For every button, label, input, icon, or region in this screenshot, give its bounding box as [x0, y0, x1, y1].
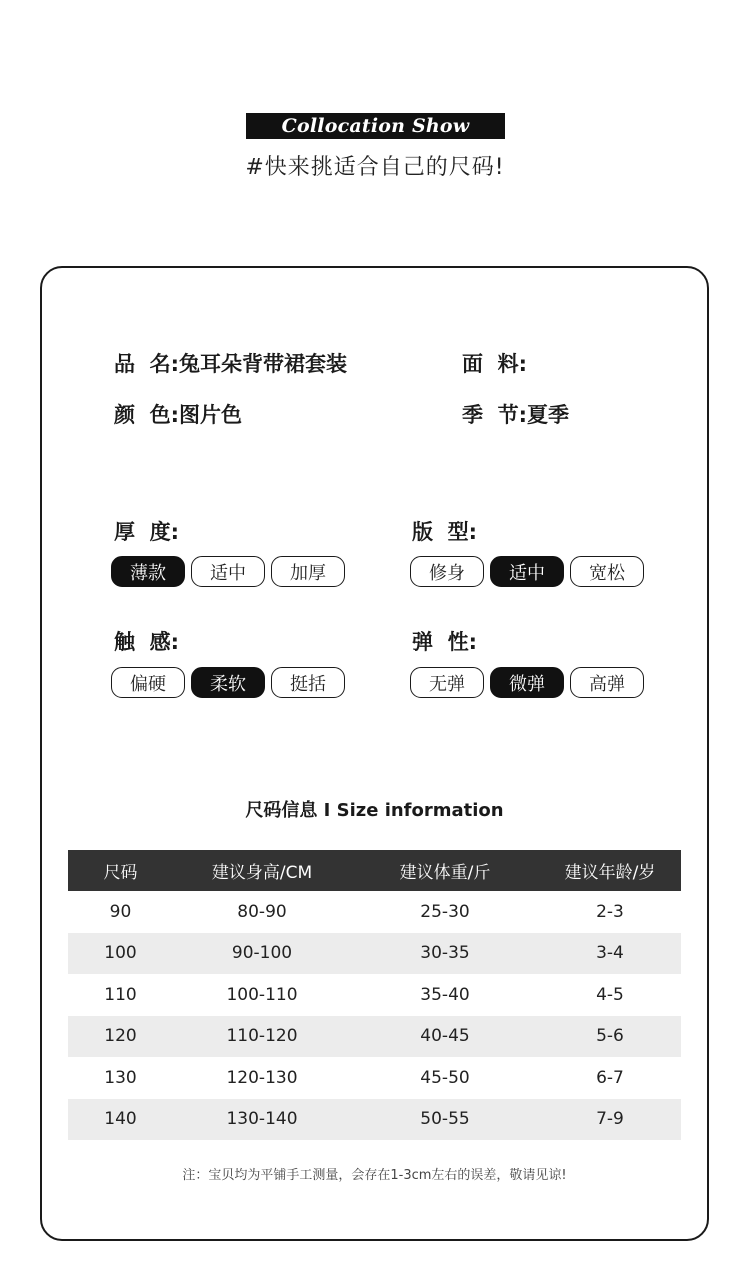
product-color-label: 颜 色: [114, 403, 180, 427]
elasticity-title: 弹 性: [412, 630, 478, 654]
fit-title: 版 型: [412, 520, 478, 544]
cell-weight: 40-45 [351, 1016, 539, 1058]
touch-option-crisp[interactable]: 挺括 [271, 667, 345, 698]
product-name-label: 品 名: [114, 352, 180, 376]
size-table [68, 850, 681, 1140]
table-row [68, 1016, 681, 1058]
cell-size: 90 [109, 901, 132, 922]
product-name-value: 兔耳朵背带裙套装 [179, 352, 348, 376]
thickness-option-thin[interactable]: 薄款 [111, 556, 185, 587]
size-info-title: 尺码信息 I Size information [245, 800, 504, 821]
cell-age: 4-5 [596, 984, 624, 1005]
cell-weight: 35-40 [420, 984, 470, 1005]
elasticity-options [410, 667, 644, 698]
cell-size: 120 [68, 1016, 173, 1058]
product-fabric-label: 面 料: [462, 352, 528, 376]
product-info-card [40, 266, 709, 1241]
touch-title: 触 感: [114, 630, 180, 654]
header-size: 尺码 [68, 850, 173, 891]
cell-age: 2-3 [596, 901, 624, 922]
table-row [68, 891, 681, 933]
product-season-value: 夏季 [527, 403, 570, 427]
size-table-header-row [68, 850, 681, 891]
cell-height: 100-110 [226, 984, 298, 1005]
cell-age: 6-7 [596, 1067, 624, 1088]
table-row [68, 1057, 681, 1099]
touch-options [111, 667, 345, 698]
elasticity-option-none[interactable]: 无弹 [410, 667, 484, 698]
product-name-row [114, 348, 347, 378]
cell-age: 5-6 [539, 1016, 681, 1058]
header-weight: 建议体重/斤 [351, 850, 539, 891]
cell-height: 120-130 [226, 1067, 298, 1088]
cell-size: 140 [68, 1099, 173, 1141]
cell-size: 130 [104, 1067, 137, 1088]
fit-option-loose[interactable]: 宽松 [570, 556, 644, 587]
elasticity-option-high[interactable]: 高弹 [570, 667, 644, 698]
cell-size: 110 [104, 984, 137, 1005]
touch-option-soft[interactable]: 柔软 [191, 667, 265, 698]
table-row [68, 974, 681, 1016]
thickness-options [111, 556, 345, 587]
fit-options [410, 556, 644, 587]
thickness-option-thick[interactable]: 加厚 [271, 556, 345, 587]
product-color-value: 图片色 [179, 403, 243, 427]
elasticity-option-slight[interactable]: 微弹 [490, 667, 564, 698]
cell-age: 3-4 [539, 933, 681, 975]
cell-weight: 50-55 [351, 1099, 539, 1141]
cell-height: 90-100 [173, 933, 351, 975]
fit-option-regular[interactable]: 适中 [490, 556, 564, 587]
touch-option-stiff[interactable]: 偏硬 [111, 667, 185, 698]
header-height: 建议身高/CM [173, 850, 351, 891]
cell-height: 80-90 [237, 901, 287, 922]
cell-height: 110-120 [173, 1016, 351, 1058]
table-row [68, 933, 681, 975]
cell-weight: 30-35 [351, 933, 539, 975]
product-season-row [462, 399, 569, 429]
thickness-title: 厚 度: [114, 520, 180, 544]
cell-weight: 25-30 [420, 901, 470, 922]
size-tip-subtitle: #快来挑适合自己的尺码! [245, 155, 505, 180]
thickness-option-medium[interactable]: 适中 [191, 556, 265, 587]
product-color-row [114, 399, 242, 429]
table-row [68, 1099, 681, 1141]
cell-age: 7-9 [539, 1099, 681, 1141]
cell-size: 100 [68, 933, 173, 975]
cell-height: 130-140 [173, 1099, 351, 1141]
fit-option-slim[interactable]: 修身 [410, 556, 484, 587]
collocation-show-banner: Collocation Show [246, 113, 505, 139]
cell-weight: 45-50 [420, 1067, 470, 1088]
measurement-note: 注：宝贝均为平铺手工测量，会存在1-3cm左右的误差，敬请见谅! [182, 1168, 567, 1183]
header-age: 建议年龄/岁 [539, 850, 681, 891]
product-season-label: 季 节: [462, 403, 528, 427]
product-fabric-row [462, 348, 527, 378]
